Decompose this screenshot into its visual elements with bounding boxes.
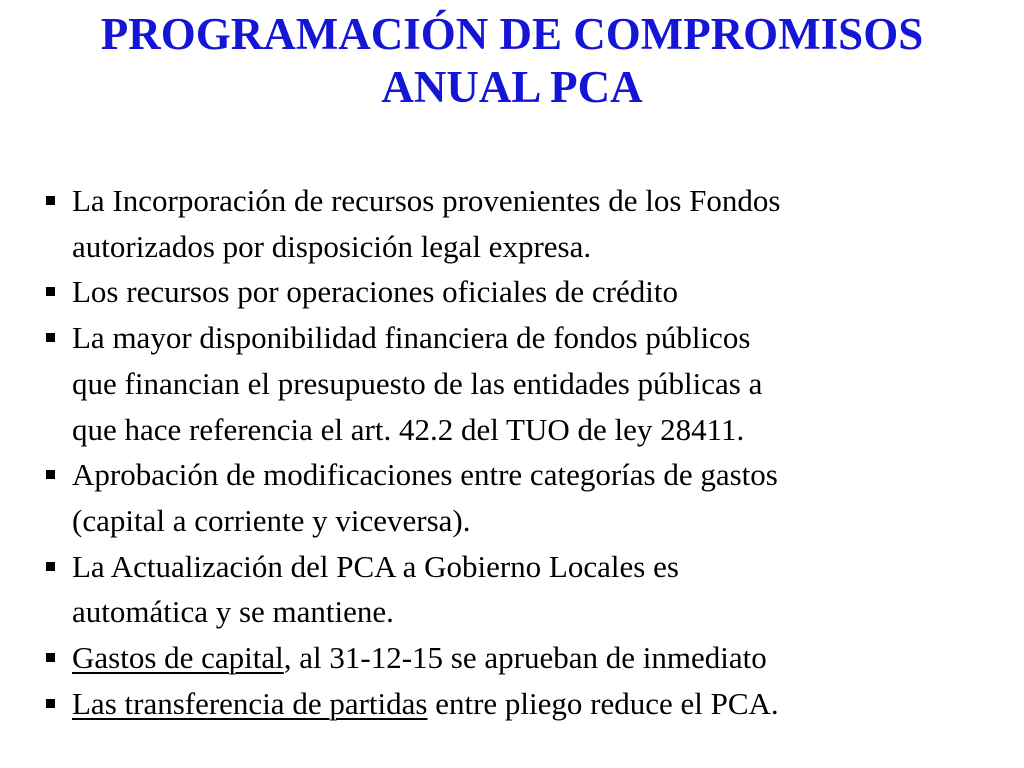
title-line-1: PROGRAMACIÓN DE COMPROMISOS	[100, 9, 924, 59]
bullet-text: que hace referencia el art. 42.2 del TUO de ley 28411.	[72, 411, 745, 447]
bullet-text-rest: , al 31-12-15 se aprueban de inmediato	[283, 640, 767, 676]
bullet-text: automática y se mantiene.	[72, 594, 394, 630]
bullet-text: (capital a corriente y viceversa).	[72, 502, 471, 538]
underlined-term: Las transferencia de partidas	[72, 685, 428, 721]
square-bullet-icon	[46, 653, 55, 662]
bullet-text-rest: entre pliego reduce el PCA.	[427, 685, 779, 721]
bullet-item	[44, 178, 1004, 269]
square-bullet-icon	[46, 333, 55, 342]
bullet-item	[44, 315, 1004, 452]
bullet-item	[44, 635, 1004, 681]
bullet-item	[44, 681, 1004, 727]
bullet-text: Aprobación de modificaciones entre categorías de gastos	[72, 457, 778, 493]
title-line-2: ANUAL PCA	[381, 62, 643, 112]
bullet-text: La Incorporación de recursos provenientes de los Fondos	[72, 183, 781, 218]
bullet-text: Los recursos por operaciones oficiales de crédito	[72, 274, 678, 310]
slide-title	[0, 8, 1024, 114]
bullet-text: autorizados por disposición legal expresa.	[72, 228, 592, 264]
bullet-text	[72, 681, 1004, 727]
square-bullet-icon	[46, 470, 55, 479]
bullet-text: que financian el presupuesto de las entidades públicas a	[72, 365, 763, 401]
square-bullet-icon	[46, 562, 55, 571]
square-bullet-icon	[46, 196, 55, 205]
bullet-text	[72, 635, 1004, 681]
underlined-term: Gastos de capital	[72, 640, 284, 676]
bullet-item	[44, 452, 1004, 543]
bullet-item	[44, 544, 1004, 635]
square-bullet-icon	[46, 287, 55, 296]
bullet-text: La mayor disponibilidad financiera de fondos públicos	[72, 320, 751, 356]
bullet-text: La Actualización del PCA a Gobierno Locales es	[72, 548, 679, 584]
bullet-item	[44, 269, 1004, 315]
square-bullet-icon	[46, 699, 55, 708]
bullet-list	[44, 178, 1004, 726]
